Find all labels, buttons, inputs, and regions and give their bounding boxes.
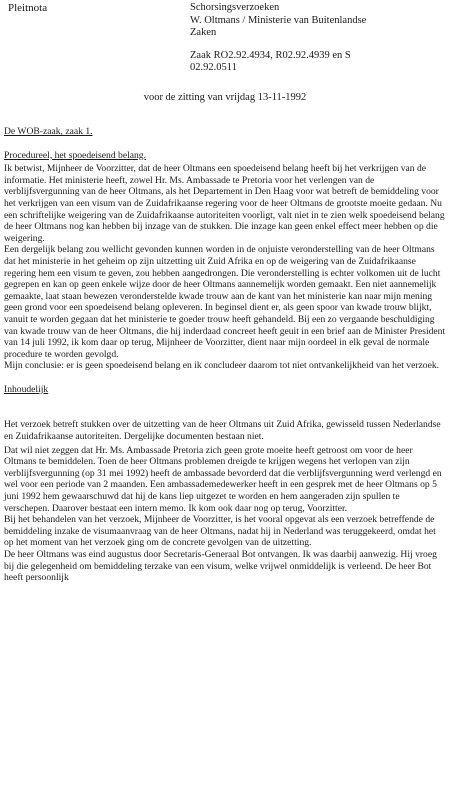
paragraph: De heer Oltmans was eind augustus door Secretaris-Generaal Bot ontvangen. Ik was daarbij aanwezig. Hij vroeg bij die gelegenheid om bemiddeling terzake van een visum, welke vrijwel onmiddelijk is verleend. De heer Bot heeft persoonlijk [4, 549, 437, 584]
document-body [4, 126, 446, 584]
paragraph: Een dergelijk belang zou wellicht gevonden kunnen worden in de onjuiste veronderstelling van de heer Oltmans dat het ministerie in het geheim op zijn uitzetting uit Zuid Afrika en op de weigering van de Zuidafrikaanse regering hem een visum te geven, zou hebben aangedrongen. Die veronderstelling is echter volkomen uit de lucht gegrepen en kan op geen enkele wijze door de heer Oltmans aannemelijk worden gemaakt. Een niet aannemelijk gemaakte, laat staan bewezen veronderstelde kwade trouw aan de kant van het ministerie kan naar mijn mening geen grond voor een spoedeisend belang opleveren. In beginsel dient er, als geen spoor van kwade trouw blijkt, vanuit te worden gegaan dat het ministerie te goeder trouw heeft gehandeld. Bij een zo vergaande beschuldiging van kwade trouw van de heer Oltmans, die hij inderdaad concreet heeft geuit in een brief aan de Minister President van 14 juli 1992, ik kom daar op terug, Mijnheer de Voorzitter, dient naar mijn oordeel in elk geval de normale procedure te worden gevolgd. [4, 244, 446, 360]
case-number-line: Zaak RO2.92.4934, R02.92.4939 en S [190, 49, 351, 61]
paragraph: Bij het behandelen van het verzoek, Mijnheer de Voorzitter, is het vooral opgevat als een verzoek betreffende de bemiddeling inzake de visumaanvraag van de heer Oltmans, nadat hij in Nederland was teruggekeerd, omdat het op het moment van het verzoek ging om de concrete gevolgen van de uitzetting. [4, 514, 436, 549]
section-heading-substantive: Inhoudelijk [4, 383, 49, 395]
section-heading-procedural: Procedureel, het spoedeisend belang. [4, 149, 146, 161]
case-number-line: 02.92.0511 [190, 62, 237, 73]
paragraph: Het verzoek betreft stukken over de uitzetting van de heer Oltmans uit Zuid Afrika, gewisseld tussen Nederlandse en Zuidafrikaanse autoriteiten. Dergelijke documenten bestaan niet. [4, 419, 441, 443]
paragraph: Dat wil niet zeggen dat Hr. Ms. Ambassade Pretoria zich geen grote moeite heeft getroost om voor de heer Oltmans te bemiddelen. Toen de heer Oltmans problemen dreigde te krijgen wegens het verlopen van zijn verblijfsvergunning (op 31 mei 1992) heeft de ambassade bevorderd dat die verblijfsvergunning werd verlengd en wel voor een periode van 2 maanden. Een ambassademedewerker heeft in een gesprek met de heer Oltmans op 5 juni 1992 hem gewaarschuwd dat hij de kans liep uitgezet te worden en hem aangeraden zijn spullen te verschepen. Daarover bestaat een intern memo. Ik kom ook daar nog op terug, Voorzitter. [4, 444, 442, 514]
case-header-line: Schorsingsverzoeken [190, 2, 280, 13]
case-header-line: W. Oltmans / Ministerie van Buitenlandse [190, 14, 367, 26]
paragraph: Mijn conclusie: er is geen spoedeisend belang en ik concludeer daarom tot niet ontvankelijkheid van het verzoek. [4, 360, 440, 372]
document-type: Pleitnota [8, 2, 48, 14]
case-header [190, 2, 445, 75]
case-header-line: Zaken [190, 27, 217, 38]
case-title: De WOB-zaak, zaak 1. [4, 126, 93, 137]
hearing-date: voor de zitting van vrijdag 13-11-1992 [143, 92, 307, 103]
case-number [190, 50, 445, 75]
paragraph: Ik betwist, Mijnheer de Voorzitter, dat de heer Oltmans een spoedeisend belang heeft bij het verkrijgen van de informatie. Het ministerie heeft, zowel Hr. Ms. Ambassade te Pretoria voor het verlengen van de verblijfsvergunning van de heer Oltmans, als het Departement in Den Haag voor wat betreft de bemiddeling voor het verkrijgen van een visum van de Zuidafrikaanse regering voor de heer Oltmans de grootste moeite gedaan. Nu een schriftelijke weigering van de Zuidafrikaanse autoriteiten voorligt, valt niet in te zien welk spoedeisend belang de heer Oltmans nog kan hebben bij inzage van de stukken. Die inzage kan geen enkel effect meer hebben op die weigering. [4, 163, 445, 244]
